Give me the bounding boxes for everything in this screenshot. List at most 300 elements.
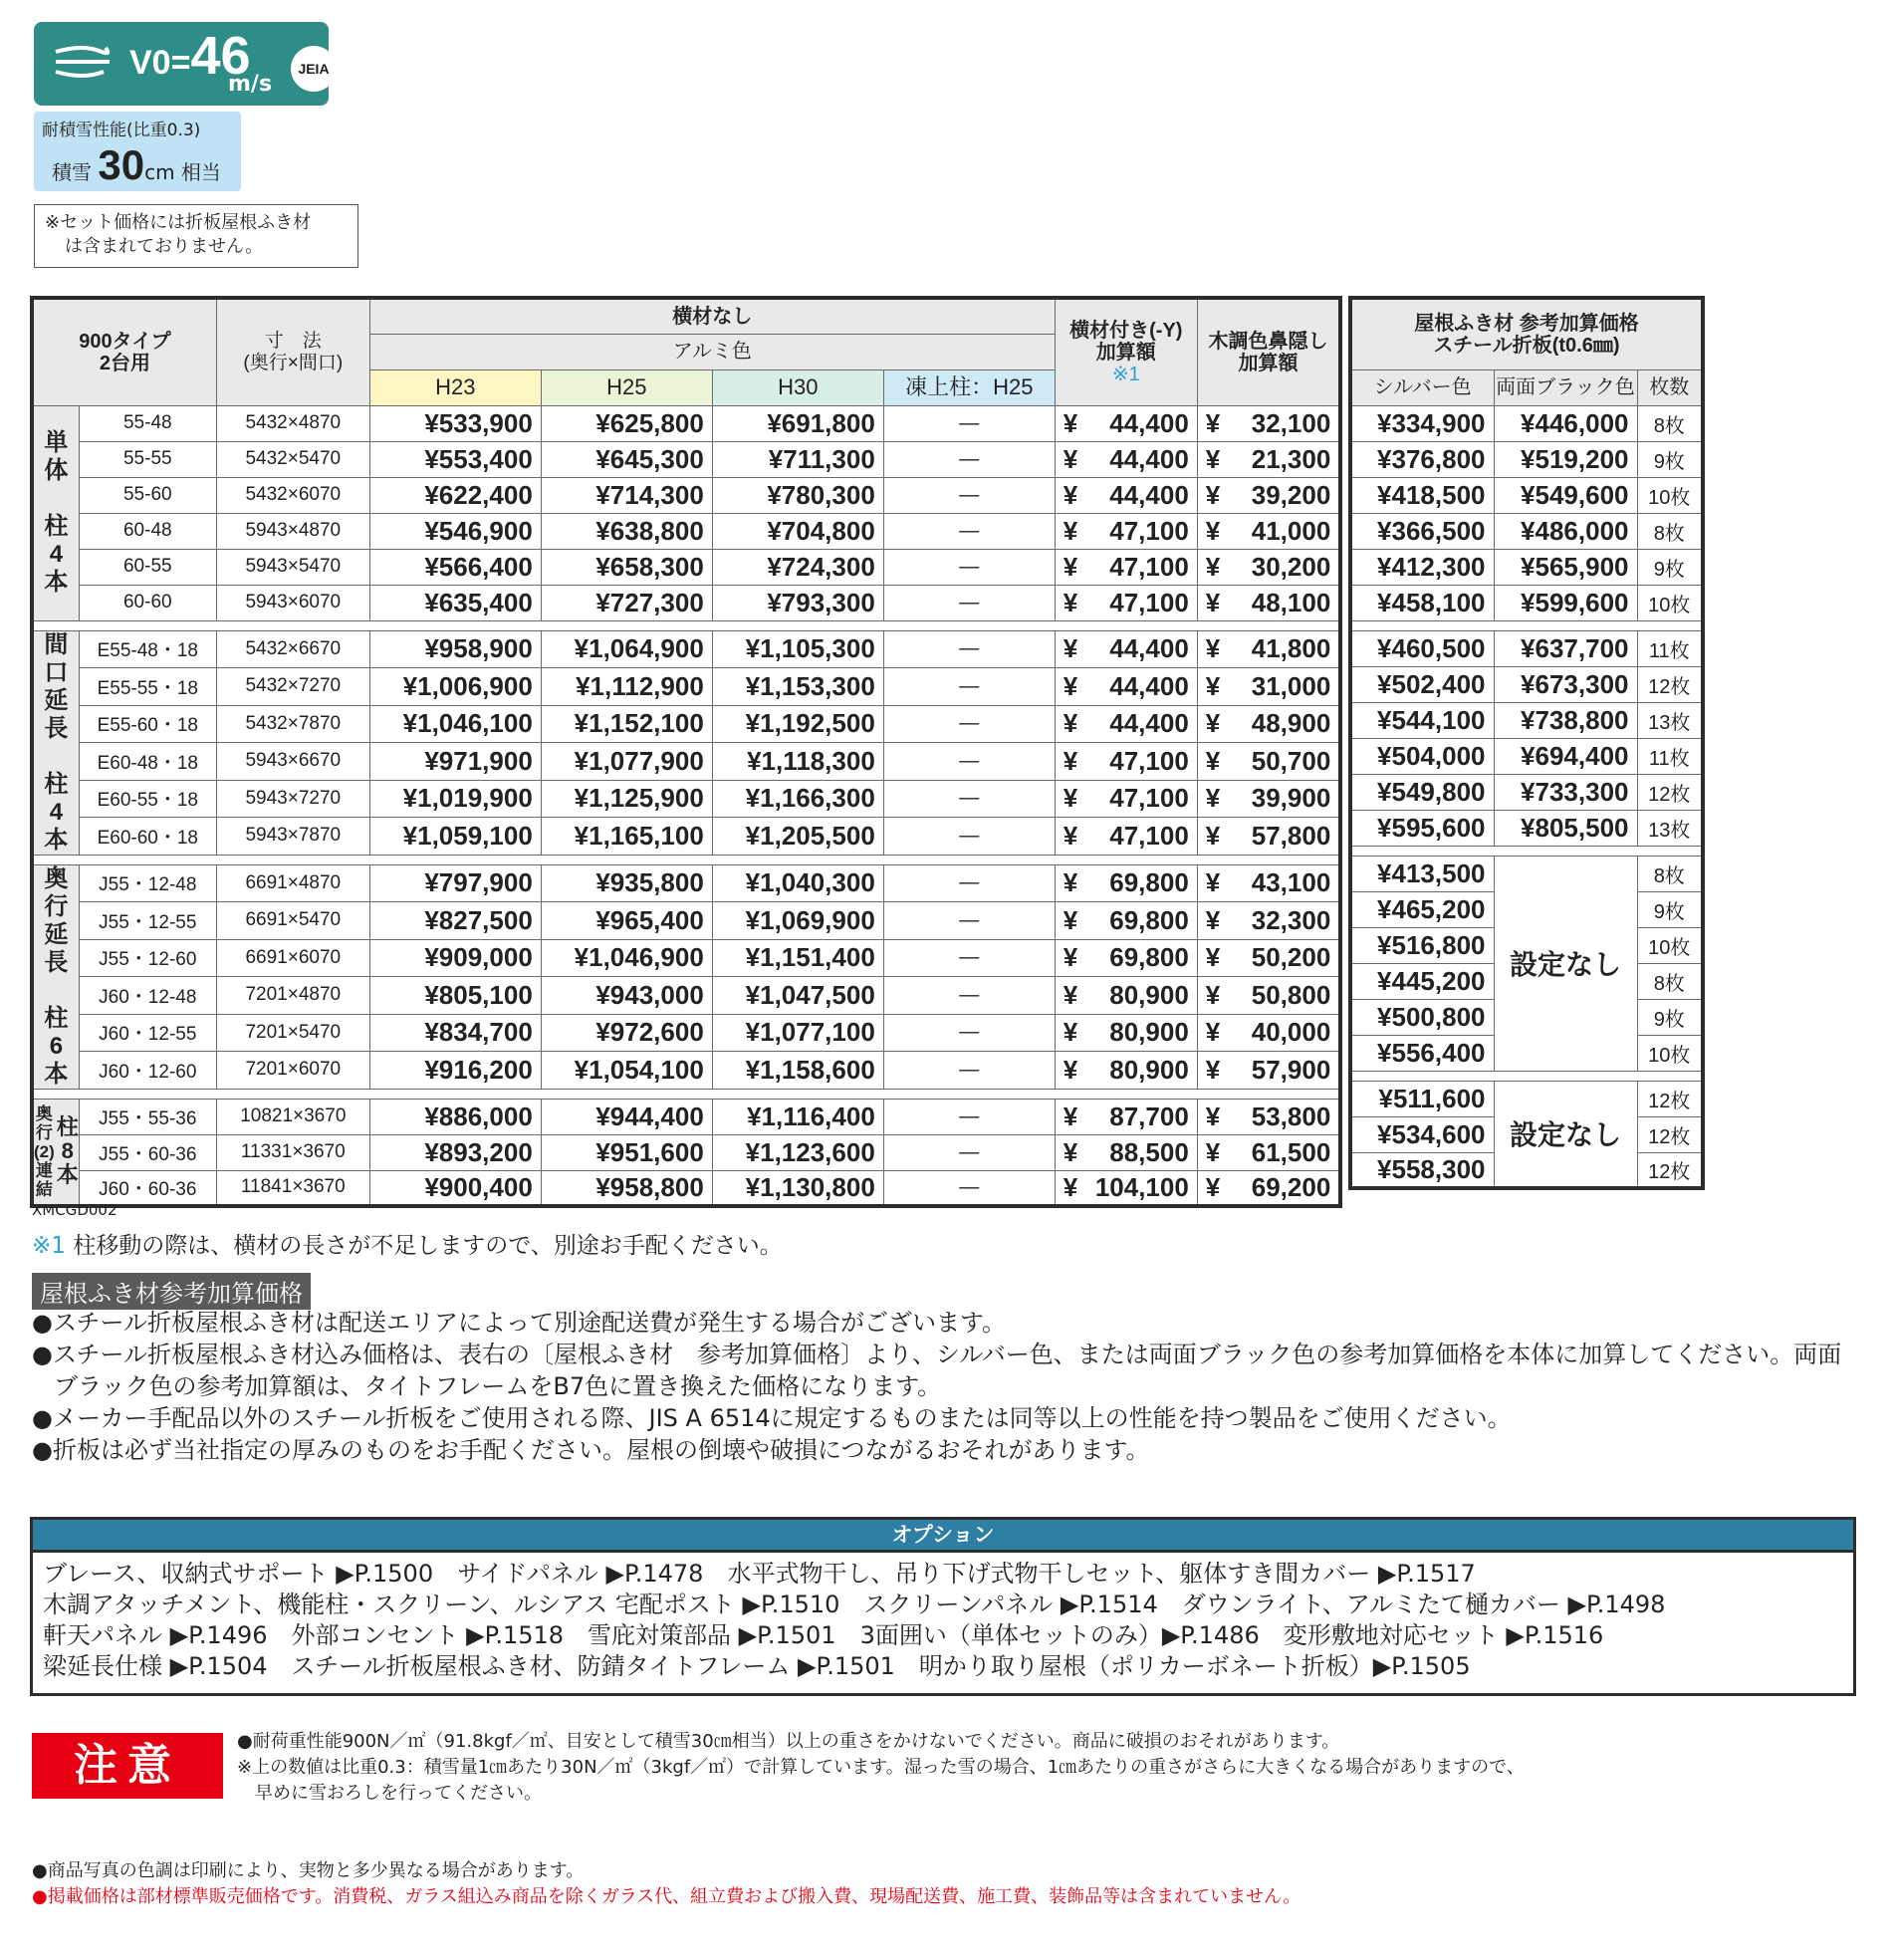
yen-sign: ¥ — [1063, 942, 1078, 973]
sheet-count: 10枚 — [1637, 1035, 1703, 1071]
price-h30: ¥1,192,500 — [712, 705, 883, 743]
yen-sign: ¥ — [1205, 867, 1221, 898]
yen-sign: ¥ — [1063, 670, 1078, 701]
table-row — [32, 939, 1340, 977]
wood-addition — [1197, 585, 1340, 620]
price-h23: ¥909,000 — [369, 939, 541, 977]
table-row — [32, 902, 1340, 940]
bar-addition — [1055, 1052, 1197, 1090]
footnote — [32, 1227, 783, 1260]
type-header: 900タイプ 2台用 — [32, 298, 216, 405]
table-code: XMCGD002 — [32, 1201, 118, 1219]
price-h23: ¥916,200 — [369, 1052, 541, 1090]
price-h30: ¥793,300 — [712, 585, 883, 620]
table-row — [32, 743, 1340, 781]
roof-row — [1350, 666, 1703, 702]
table-row — [32, 1170, 1340, 1206]
roof-note: ●メーカー手配品以外のスチール折板をご使用される際、JIS A 6514に規定するものまたは同等以上の性能を持つ製品をご使用ください。 — [32, 1404, 1512, 1432]
model-code: E55-60・18 — [79, 705, 216, 743]
amount: 32,300 — [1251, 904, 1331, 935]
size-header: 寸 法 (奥行×間口) — [216, 298, 369, 405]
amount: 69,800 — [1109, 942, 1189, 973]
model-code: J55・12-60 — [79, 939, 216, 977]
roof-black: ¥519,200 — [1494, 441, 1637, 477]
price-h30: ¥1,040,300 — [712, 864, 883, 902]
price-frozen: — — [883, 585, 1055, 620]
table-row — [32, 818, 1340, 856]
model-code: 55-60 — [79, 477, 216, 513]
roof-black: ¥673,300 — [1494, 666, 1637, 702]
amount: 47,100 — [1109, 515, 1189, 546]
yen-sign: ¥ — [1205, 670, 1221, 701]
price-h23: ¥805,100 — [369, 977, 541, 1015]
group-gap — [32, 1089, 1340, 1099]
no-bar-header: 横材なし — [369, 298, 1055, 334]
roof-silver: ¥366,500 — [1350, 513, 1494, 549]
with-bar-header: 横材付き(-Y) 加算額 ※1 — [1055, 298, 1197, 405]
amount: 47,100 — [1109, 587, 1189, 617]
group-gap — [1350, 1071, 1703, 1081]
snow-load-badge — [34, 112, 241, 191]
amount: 69,200 — [1251, 1171, 1331, 1202]
table-row — [32, 705, 1340, 743]
price-h30: ¥1,105,300 — [712, 630, 883, 668]
wood-addition — [1197, 780, 1340, 818]
model-code: E60-60・18 — [79, 818, 216, 856]
sheet-count: 12枚 — [1637, 774, 1703, 810]
roof-black-not-set: 設定なし — [1494, 1081, 1637, 1188]
price-frozen: — — [883, 549, 1055, 585]
caution-text — [237, 1729, 1830, 1807]
note-line: は含まれておりません。 — [65, 236, 264, 257]
yen-sign: ¥ — [1063, 979, 1078, 1010]
bar-addition — [1055, 441, 1197, 477]
yen-sign: ¥ — [1063, 745, 1078, 776]
roof-black: ¥694,400 — [1494, 738, 1637, 774]
yen-sign: ¥ — [1063, 867, 1078, 898]
amount: 50,700 — [1251, 745, 1331, 776]
roof-row — [1350, 513, 1703, 549]
roof-row — [1350, 477, 1703, 513]
yen-sign: ¥ — [1063, 1101, 1078, 1131]
price-frozen: — — [883, 1170, 1055, 1206]
options-box — [30, 1517, 1856, 1696]
wood-addition — [1197, 549, 1340, 585]
wood-addition — [1197, 513, 1340, 549]
bar-addition — [1055, 705, 1197, 743]
sheet-count: 9枚 — [1637, 891, 1703, 927]
price-h23: ¥1,059,100 — [369, 818, 541, 856]
amount: 47,100 — [1109, 820, 1189, 851]
model-code: E60-48・18 — [79, 743, 216, 781]
footer-line: ●掲載価格は部材標準販売価格です。消費税、ガラス組込み商品を除くガラス代、組立費および搬入費、現場配送費、施工費、装飾品等は含まれていません。 — [32, 1886, 1301, 1907]
price-h30: ¥780,300 — [712, 477, 883, 513]
footnote-mark: ※1 — [1111, 363, 1140, 385]
yen-sign: ¥ — [1205, 745, 1221, 776]
price-table — [30, 296, 1342, 1208]
yen-sign: ¥ — [1205, 820, 1221, 851]
price-h23: ¥1,006,900 — [369, 668, 541, 706]
amount: 53,800 — [1251, 1101, 1331, 1131]
wind-icon — [54, 44, 123, 84]
yen-sign: ¥ — [1205, 783, 1221, 814]
price-frozen: — — [883, 977, 1055, 1015]
price-frozen: — — [883, 1134, 1055, 1170]
amount: 47,100 — [1109, 783, 1189, 814]
price-h25: ¥1,054,100 — [541, 1052, 712, 1090]
wood-addition — [1197, 705, 1340, 743]
price-h30: ¥1,077,100 — [712, 1014, 883, 1052]
model-code: 60-48 — [79, 513, 216, 549]
amount: 57,900 — [1251, 1054, 1331, 1085]
h25-header: H25 — [541, 369, 712, 405]
price-h23: ¥553,400 — [369, 441, 541, 477]
price-frozen: — — [883, 1052, 1055, 1090]
wood-addition — [1197, 864, 1340, 902]
bar-addition — [1055, 585, 1197, 620]
roof-black: ¥637,700 — [1494, 630, 1637, 666]
color-header: アルミ色 — [369, 334, 1055, 369]
model-code: J60・12-60 — [79, 1052, 216, 1090]
amount: 44,400 — [1109, 670, 1189, 701]
roof-row — [1350, 810, 1703, 846]
table-row — [32, 513, 1340, 549]
group-gap — [1350, 620, 1703, 630]
roof-silver: ¥412,300 — [1350, 549, 1494, 585]
wood-addition — [1197, 902, 1340, 940]
sheet-count: 10枚 — [1637, 477, 1703, 513]
price-h30: ¥1,116,400 — [712, 1099, 883, 1134]
wood-addition — [1197, 1099, 1340, 1134]
amount: 39,200 — [1251, 479, 1331, 510]
group-label: 奥 行 (2) 連 結 柱 8 本 — [32, 1099, 79, 1206]
model-code: J55・12-55 — [79, 902, 216, 940]
yen-sign: ¥ — [1063, 443, 1078, 474]
roof-silver: ¥500,800 — [1350, 999, 1494, 1035]
dimensions: 5432×6070 — [216, 477, 369, 513]
amount: 44,400 — [1109, 633, 1189, 664]
price-frozen: — — [883, 705, 1055, 743]
price-h30: ¥1,123,600 — [712, 1134, 883, 1170]
yen-sign: ¥ — [1063, 820, 1078, 851]
roof-row — [1350, 405, 1703, 441]
roof-row — [1350, 738, 1703, 774]
table-row — [32, 1134, 1340, 1170]
group-gap — [32, 855, 1340, 864]
roof-row — [1350, 856, 1703, 891]
table-row — [32, 864, 1340, 902]
sheet-count: 13枚 — [1637, 810, 1703, 846]
table-row — [32, 585, 1340, 620]
roof-price-table — [1348, 296, 1705, 1190]
price-h23: ¥886,000 — [369, 1099, 541, 1134]
silver-header: シルバー色 — [1350, 369, 1494, 405]
sheet-count: 12枚 — [1637, 666, 1703, 702]
sheet-count: 13枚 — [1637, 702, 1703, 738]
jeia-logo: JEIA — [291, 46, 337, 92]
group-label: 奥 行 延 長 柱 6 本 — [32, 864, 79, 1089]
snow-suffix: cm 相当 — [144, 160, 221, 184]
group-gap — [32, 620, 1340, 630]
wind-value: 46 — [190, 26, 251, 86]
roof-silver: ¥595,600 — [1350, 810, 1494, 846]
price-frozen: — — [883, 939, 1055, 977]
wood-addition — [1197, 1170, 1340, 1206]
price-h30: ¥1,205,500 — [712, 818, 883, 856]
yen-sign: ¥ — [1063, 1171, 1078, 1202]
yen-sign: ¥ — [1205, 633, 1221, 664]
amount: 47,100 — [1109, 745, 1189, 776]
roof-note: ●折板は必ず当社指定の厚みのものをお手配ください。屋根の倒壊や破損につながるおそれがあります。 — [32, 1436, 1150, 1464]
bar-addition — [1055, 668, 1197, 706]
sheet-count: 12枚 — [1637, 1116, 1703, 1152]
yen-sign: ¥ — [1205, 1171, 1221, 1202]
caution-line: ※上の数値は比重0.3：積雪量1㎝あたり30N／㎡（3kgf／㎡）で計算しています。湿った雪の場合、1㎝あたりの重さがさらに大きくなる場合がありますので、 — [237, 1757, 1525, 1778]
price-h25: ¥958,800 — [541, 1170, 712, 1206]
model-code: J60・12-48 — [79, 977, 216, 1015]
amount: 50,800 — [1251, 979, 1331, 1010]
table-row — [32, 668, 1340, 706]
yen-sign: ¥ — [1205, 443, 1221, 474]
roof-silver: ¥502,400 — [1350, 666, 1494, 702]
wood-addition — [1197, 668, 1340, 706]
price-frozen: — — [883, 441, 1055, 477]
roof-black: ¥599,600 — [1494, 585, 1637, 620]
bar-addition — [1055, 780, 1197, 818]
note-line: ※セット価格には折板屋根ふき材 — [45, 212, 312, 233]
footnote-text: 柱移動の際は、横材の長さが不足しますので、別途お手配ください。 — [65, 1233, 783, 1259]
count-header: 枚数 — [1637, 369, 1703, 405]
price-h25: ¥625,800 — [541, 405, 712, 441]
yen-sign: ¥ — [1205, 1017, 1221, 1048]
yen-sign: ¥ — [1205, 708, 1221, 739]
price-h23: ¥834,700 — [369, 1014, 541, 1052]
table-row — [32, 405, 1340, 441]
bar-addition — [1055, 1134, 1197, 1170]
model-code: 55-48 — [79, 405, 216, 441]
dimensions: 11841×3670 — [216, 1170, 369, 1206]
dimensions: 5432×4870 — [216, 405, 369, 441]
yen-sign: ¥ — [1063, 551, 1078, 582]
yen-sign: ¥ — [1063, 515, 1078, 546]
dimensions: 5432×7270 — [216, 668, 369, 706]
price-h25: ¥1,152,100 — [541, 705, 712, 743]
price-h25: ¥1,064,900 — [541, 630, 712, 668]
dimensions: 5943×6670 — [216, 743, 369, 781]
roof-row — [1350, 774, 1703, 810]
group-gap — [1350, 846, 1703, 856]
price-frozen: — — [883, 513, 1055, 549]
roof-silver: ¥534,600 — [1350, 1116, 1494, 1152]
dimensions: 6691×5470 — [216, 902, 369, 940]
roof-silver: ¥549,800 — [1350, 774, 1494, 810]
amount: 48,900 — [1251, 708, 1331, 739]
roof-black: ¥486,000 — [1494, 513, 1637, 549]
dimensions: 5943×5470 — [216, 549, 369, 585]
amount: 80,900 — [1109, 1017, 1189, 1048]
price-h23: ¥1,019,900 — [369, 780, 541, 818]
caution-line: ●耐荷重性能900N／㎡（91.8kgf／㎡、目安として積雪30㎝相当）以上の重さをかけないでください。商品に破損のおそれがあります。 — [237, 1731, 1340, 1752]
footer-line: ●商品写真の色調は印刷により、実物と多少異なる場合があります。 — [32, 1860, 585, 1881]
dimensions: 5943×7270 — [216, 780, 369, 818]
price-h25: ¥714,300 — [541, 477, 712, 513]
roof-note: ●スチール折板屋根ふき材込み価格は、表右の〔屋根ふき材 参考加算価格〕より、シルバー色、または両面ブラック色の参考加算価格を本体に加算してください。両面ブラック色の参考加算額は、タイトフレームをB7色に置き換えた価格になります。 — [32, 1341, 1842, 1400]
price-h25: ¥1,046,900 — [541, 939, 712, 977]
dimensions: 7201×5470 — [216, 1014, 369, 1052]
price-h23: ¥958,900 — [369, 630, 541, 668]
price-frozen: — — [883, 902, 1055, 940]
amount: 57,800 — [1251, 820, 1331, 851]
model-code: J55・12-48 — [79, 864, 216, 902]
yen-sign: ¥ — [1205, 1136, 1221, 1167]
price-h30: ¥1,047,500 — [712, 977, 883, 1015]
roof-row — [1350, 630, 1703, 666]
caution-line: 早めに雪おろしを行ってください。 — [237, 1783, 542, 1804]
amount: 30,200 — [1251, 551, 1331, 582]
dimensions: 5943×4870 — [216, 513, 369, 549]
bar-addition — [1055, 549, 1197, 585]
yen-sign: ¥ — [1205, 942, 1221, 973]
price-h30: ¥1,158,600 — [712, 1052, 883, 1090]
amount: 40,000 — [1251, 1017, 1331, 1048]
price-h25: ¥951,600 — [541, 1134, 712, 1170]
wood-addition — [1197, 477, 1340, 513]
model-code: J55・60-36 — [79, 1134, 216, 1170]
amount: 80,900 — [1109, 1054, 1189, 1085]
roof-silver: ¥445,200 — [1350, 963, 1494, 999]
roof-black: ¥733,300 — [1494, 774, 1637, 810]
sheet-count: 8枚 — [1637, 513, 1703, 549]
group-label: 単 体 柱 4 本 — [32, 405, 79, 620]
sheet-count: 11枚 — [1637, 630, 1703, 666]
sheet-count: 12枚 — [1637, 1081, 1703, 1116]
price-h23: ¥1,046,100 — [369, 705, 541, 743]
price-frozen: — — [883, 405, 1055, 441]
roof-note: ●スチール折板屋根ふき材は配送エリアによって別途配送費が発生する場合がございます。 — [32, 1309, 1007, 1337]
group-label: 間 口 延 長 柱 4 本 — [32, 630, 79, 855]
amount: 104,100 — [1094, 1171, 1189, 1202]
yen-sign: ¥ — [1063, 904, 1078, 935]
price-h30: ¥704,800 — [712, 513, 883, 549]
model-code: 60-55 — [79, 549, 216, 585]
price-h25: ¥972,600 — [541, 1014, 712, 1052]
roof-black: ¥738,800 — [1494, 702, 1637, 738]
roof-silver: ¥556,400 — [1350, 1035, 1494, 1071]
options-line: ブレース、収納式サポート ▶P.1500 サイドパネル ▶P.1478 水平式物干し、吊り下げ式物干しセット、躯体すき間カバー ▶P.1517 — [43, 1560, 1476, 1588]
sheet-count: 9枚 — [1637, 441, 1703, 477]
bar-addition — [1055, 1099, 1197, 1134]
price-h23: ¥893,200 — [369, 1134, 541, 1170]
price-frozen: — — [883, 818, 1055, 856]
yen-sign: ¥ — [1063, 587, 1078, 617]
bar-addition — [1055, 405, 1197, 441]
price-h23: ¥566,400 — [369, 549, 541, 585]
dimensions: 11331×3670 — [216, 1134, 369, 1170]
roof-black: ¥446,000 — [1494, 405, 1637, 441]
yen-sign: ¥ — [1063, 1017, 1078, 1048]
price-frozen: — — [883, 743, 1055, 781]
price-h25: ¥645,300 — [541, 441, 712, 477]
options-title: オプション — [33, 1520, 1853, 1553]
price-h30: ¥1,166,300 — [712, 780, 883, 818]
price-h23: ¥622,400 — [369, 477, 541, 513]
bar-addition — [1055, 902, 1197, 940]
bar-addition — [1055, 513, 1197, 549]
amount: 61,500 — [1251, 1136, 1331, 1167]
sheet-count: 10枚 — [1637, 585, 1703, 620]
roof-silver: ¥460,500 — [1350, 630, 1494, 666]
roof-silver: ¥544,100 — [1350, 702, 1494, 738]
yen-sign: ¥ — [1063, 407, 1078, 438]
amount: 41,800 — [1251, 633, 1331, 664]
amount: 88,500 — [1109, 1136, 1189, 1167]
snow-prefix: 積雪 — [52, 160, 92, 184]
yen-sign: ¥ — [1063, 708, 1078, 739]
roof-row — [1350, 549, 1703, 585]
sheet-count: 11枚 — [1637, 738, 1703, 774]
price-h23: ¥635,400 — [369, 585, 541, 620]
price-frozen: — — [883, 864, 1055, 902]
amount: 21,300 — [1251, 443, 1331, 474]
amount: 41,000 — [1251, 515, 1331, 546]
model-code: E60-55・18 — [79, 780, 216, 818]
sheet-count: 9枚 — [1637, 549, 1703, 585]
dimensions: 5943×6070 — [216, 585, 369, 620]
price-h30: ¥1,069,900 — [712, 902, 883, 940]
amount: 87,700 — [1109, 1101, 1189, 1131]
options-line: 梁延長仕様 ▶P.1504 スチール折板屋根ふき材、防錆タイトフレーム ▶P.1501 明かり取り屋根（ポリカーボネート折板）▶P.1505 — [43, 1652, 1471, 1680]
model-code: 60-60 — [79, 585, 216, 620]
price-h25: ¥1,125,900 — [541, 780, 712, 818]
yen-sign: ¥ — [1205, 551, 1221, 582]
price-h30: ¥711,300 — [712, 441, 883, 477]
wood-addition — [1197, 977, 1340, 1015]
yen-sign: ¥ — [1205, 904, 1221, 935]
price-h25: ¥944,400 — [541, 1099, 712, 1134]
price-h25: ¥1,077,900 — [541, 743, 712, 781]
sheet-count: 8枚 — [1637, 856, 1703, 891]
price-h25: ¥658,300 — [541, 549, 712, 585]
bar-addition — [1055, 977, 1197, 1015]
price-h25: ¥638,800 — [541, 513, 712, 549]
frozen-header: 凍上柱：H25 — [883, 369, 1055, 405]
roof-silver: ¥558,300 — [1350, 1152, 1494, 1188]
yen-sign: ¥ — [1205, 479, 1221, 510]
price-h23: ¥797,900 — [369, 864, 541, 902]
footnote-mark: ※1 — [32, 1233, 66, 1259]
price-h30: ¥1,153,300 — [712, 668, 883, 706]
amount: 47,100 — [1109, 551, 1189, 582]
roof-silver: ¥418,500 — [1350, 477, 1494, 513]
sheet-count: 12枚 — [1637, 1152, 1703, 1188]
amount: 44,400 — [1109, 443, 1189, 474]
price-frozen: — — [883, 477, 1055, 513]
set-price-note — [34, 204, 358, 268]
sheet-count: 9枚 — [1637, 999, 1703, 1035]
yen-sign: ¥ — [1063, 633, 1078, 664]
model-code: 55-55 — [79, 441, 216, 477]
price-h23: ¥971,900 — [369, 743, 541, 781]
roof-silver: ¥504,000 — [1350, 738, 1494, 774]
dimensions: 6691×6070 — [216, 939, 369, 977]
table-row — [32, 780, 1340, 818]
bar-addition — [1055, 939, 1197, 977]
price-frozen: — — [883, 630, 1055, 668]
table-row — [32, 1052, 1340, 1090]
dimensions: 7201×4870 — [216, 977, 369, 1015]
roof-row — [1350, 1081, 1703, 1116]
snow-value: 30 — [98, 141, 145, 188]
